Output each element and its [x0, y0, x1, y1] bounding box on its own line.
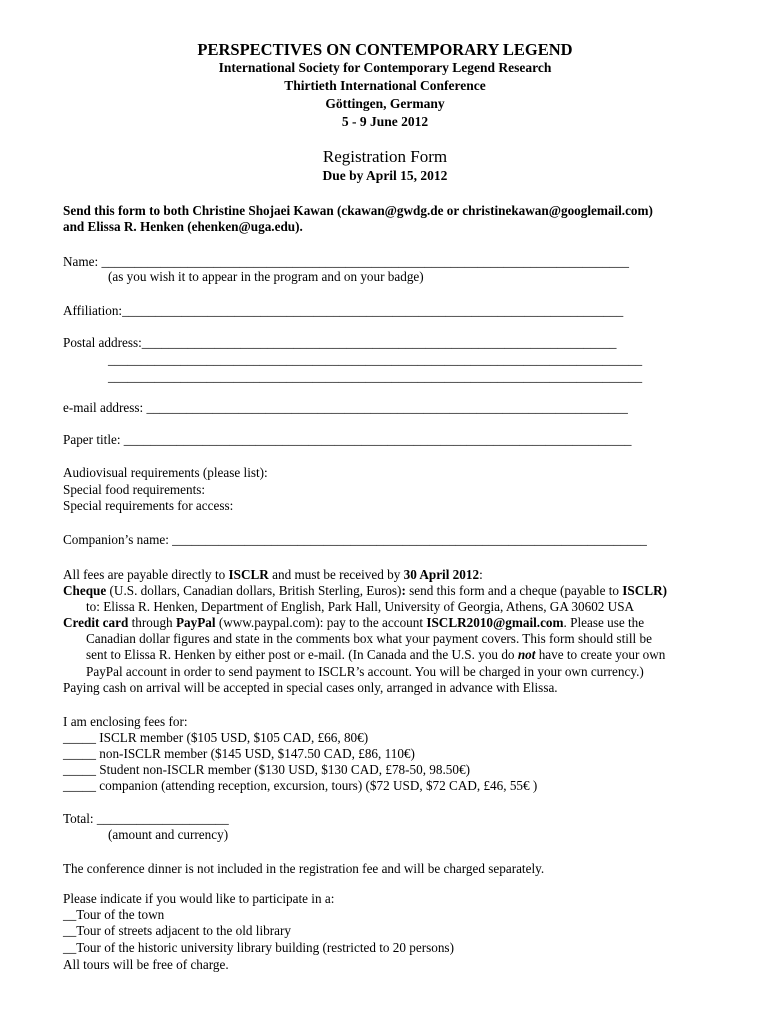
conference-name: Thirtieth International Conference — [284, 78, 486, 93]
conference-title: PERSPECTIVES ON CONTEMPORARY LEGEND — [197, 40, 573, 59]
enclosing-title: I am enclosing fees for: — [63, 714, 188, 729]
food-requirements: Special food requirements: — [63, 482, 206, 497]
postal-address-line3[interactable]: _________________________________________________________________________________ — [108, 369, 643, 384]
tour-option-streets[interactable]: __Tour of streets adjacent to the old library — [63, 923, 291, 938]
fee-option-companion[interactable]: _____ companion (attending reception, excursion, tours) ($72 USD, $72 CAD, £46, 55€ ) — [63, 778, 538, 793]
form-title: Registration Form — [322, 147, 448, 166]
access-requirements: Special requirements for access: — [63, 498, 234, 513]
affiliation-field[interactable]: Affiliation:____________________________________________________________________________ — [63, 303, 624, 318]
companion-name-field[interactable]: Companion’s name: ________________________________________________________________________ — [63, 532, 647, 547]
tour-option-library[interactable]: __Tour of the historic university library building (restricted to 20 persons) — [63, 940, 454, 955]
fee-option-member[interactable]: _____ ISCLR member ($105 USD, $105 CAD, £66, 80€) — [63, 730, 369, 745]
dinner-note: The conference dinner is not included in the registration fee and will be charged separately. — [63, 861, 545, 876]
paper-title-field[interactable]: Paper title: _____________________________________________________________________________ — [63, 432, 632, 447]
fees-intro: All fees are payable directly to ISCLR and must be received by 30 April 2012: — [63, 567, 483, 582]
total-note: (amount and currency) — [108, 827, 229, 842]
tour-option-town[interactable]: __Tour of the town — [63, 907, 165, 922]
send-instructions-line2: and Elissa R. Henken (ehenken@uga.edu). — [63, 219, 303, 234]
name-field-note: (as you wish it to appear in the program and on your badge) — [108, 269, 424, 284]
email-field[interactable]: e-mail address: _________________________________________________________________________ — [63, 400, 628, 415]
postal-address-field[interactable]: Postal address:________________________________________________________________________ — [63, 335, 617, 350]
total-field[interactable]: Total: ____________________ — [63, 811, 229, 826]
cash-note: Paying cash on arrival will be accepted in special cases only, arranged in advance with Elissa. — [63, 680, 558, 695]
cheque-address: to: Elissa R. Henken, Department of English, Park Hall, University of Georgia, Athens, GA 30602 USA — [86, 599, 635, 614]
credit-card-note-1: Canadian dollar figures and state in the comments box what your payment covers. This form should still be — [86, 631, 652, 646]
credit-card-note-2: sent to Elissa R. Henken by either post or e-mail. (In Canada and the U.S. you do not have to create your own — [86, 647, 666, 662]
credit-card-payment: Credit card through PayPal (www.paypal.com): pay to the account ISCLR2010@gmail.com. Please use the — [63, 615, 645, 630]
fee-option-student[interactable]: _____ Student non-ISCLR member ($130 USD, $130 CAD, £78-50, 98.50€) — [63, 762, 470, 777]
audiovisual-requirements: Audiovisual requirements (please list): — [63, 465, 268, 480]
organization-name: International Society for Contemporary Legend Research — [218, 60, 552, 75]
conference-dates: 5 - 9 June 2012 — [341, 114, 429, 129]
tours-free-note: All tours will be free of charge. — [63, 957, 229, 972]
tours-title: Please indicate if you would like to participate in a: — [63, 891, 335, 906]
form-due-date: Due by April 15, 2012 — [322, 168, 448, 183]
postal-address-line2[interactable]: _________________________________________________________________________________ — [108, 352, 643, 367]
cheque-payment: Cheque (U.S. dollars, Canadian dollars, British Sterling, Euros): send this form and a cheque (payable to ISCLR) — [63, 583, 667, 598]
conference-location: Göttingen, Germany — [325, 96, 445, 111]
send-instructions-line1: Send this form to both Christine Shojaei Kawan (ckawan@gwdg.de or christinekawan@googlemail.com) — [63, 203, 653, 218]
credit-card-note-3: PayPal account in order to send payment to ISCLR’s account. You will be charged in your own currency.) — [86, 664, 644, 679]
name-field[interactable]: Name: ________________________________________________________________________________ — [63, 254, 629, 269]
fee-option-non-member[interactable]: _____ non-ISCLR member ($145 USD, $147.50 CAD, £86, 110€) — [63, 746, 415, 761]
